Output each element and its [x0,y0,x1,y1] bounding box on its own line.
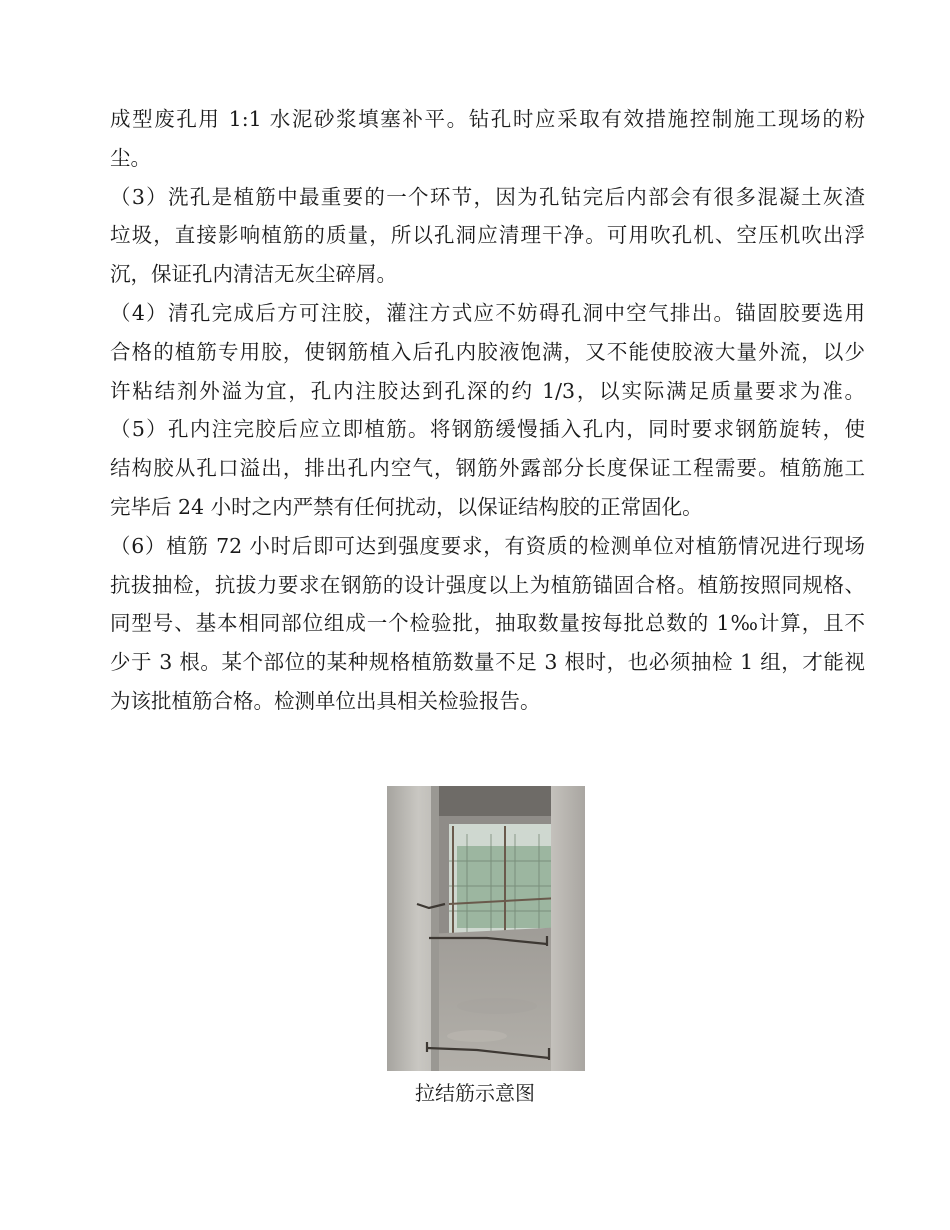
body-text [110,100,865,721]
text-line: 少于 3 根。某个部位的某种规格植筋数量不足 3 根时，也必须抽检 1 组，才能视 [110,650,865,675]
text-line: 沉，保证孔内清洁无灰尘碎屑。 [110,262,397,287]
text-line: 抗拔抽检，抗拔力要求在钢筋的设计强度以上为植筋锚固合格。植筋按照同规格、 [110,572,865,597]
construction-photo [387,786,585,1071]
text-line: 完毕后 24 小时之内严禁有任何扰动，以保证结构胶的正常固化。 [110,494,703,519]
text-line: （6）植筋 72 小时后即可达到强度要求，有资质的检测单位对植筋情况进行现场 [110,533,865,558]
text-line: 为该批植筋合格。检测单位出具相关检验报告。 [110,688,541,713]
text-line: 结构胶从孔口溢出，排出孔内空气，钢筋外露部分长度保证工程需要。植筋施工 [110,456,865,481]
text-line: 许粘结剂外溢为宜，孔内注胶达到孔深的约 1/3，以实际满足质量要求为准。 [110,378,865,403]
text-line: 成型废孔用 1:1 水泥砂浆填塞补平。钻孔时应采取有效措施控制施工现场的粉 [110,107,865,131]
text-line: 垃圾，直接影响植筋的质量，所以孔洞应清理干净。可用吹孔机、空压机吹出浮 [110,223,865,248]
text-line: 合格的植筋专用胶，使钢筋植入后孔内胶液饱满，又不能使胶液大量外流，以少 [110,339,865,364]
text-line: 尘。 [110,145,151,170]
text-line: 同型号、基本相同部位组成一个检验批，抽取数量按每批总数的 1‰计算，且不 [110,611,865,636]
text-line: （5）孔内注完胶后应立即植筋。将钢筋缓慢插入孔内，同时要求钢筋旋转，使 [110,417,865,442]
text-line: （3）洗孔是植筋中最重要的一个环节，因为孔钻完后内部会有很多混凝土灰渣 [110,184,865,209]
text-line: （4）清孔完成后方可注胶，灌注方式应不妨碍孔洞中空气排出。锚固胶要选用 [110,300,865,325]
figure-caption: 拉结筋示意图 [415,1081,535,1105]
